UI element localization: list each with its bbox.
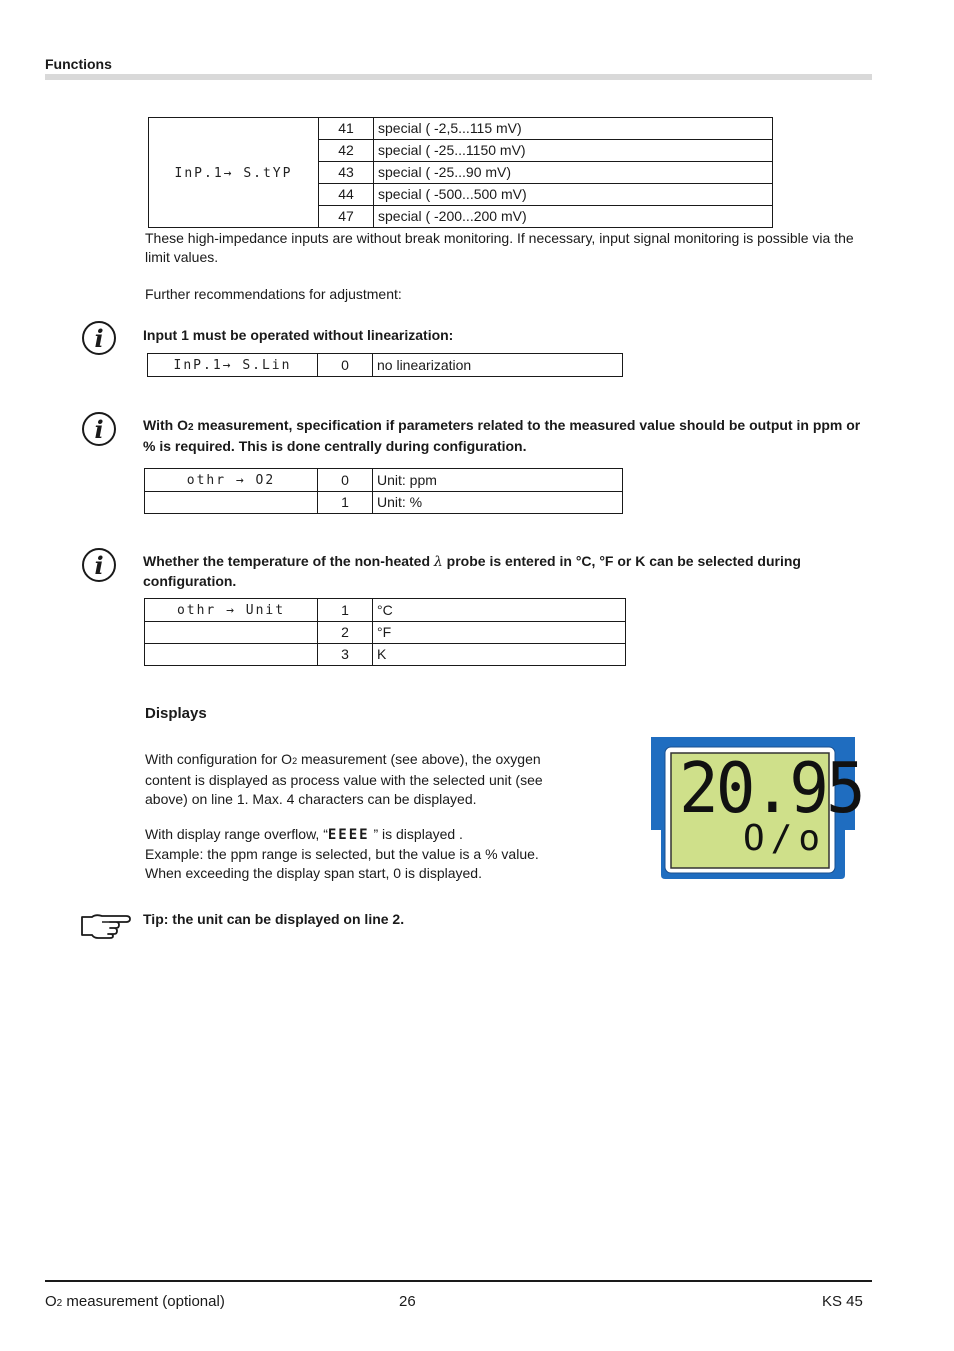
param-text: Unit: ppm [373, 469, 623, 492]
high-impedance-text: These high-impedance inputs are without break monitoring. If necessary, input signal monitoring is possible via the limit values. [145, 230, 854, 265]
note-linearization: Input 1 must be operated without linearization: [143, 327, 454, 343]
header-rule [45, 74, 872, 80]
param-text: K [373, 644, 626, 666]
param-value: 1 [318, 599, 373, 622]
param-value: 3 [318, 644, 373, 666]
empty-cell [145, 622, 318, 644]
param-text: special ( -25...90 mV) [374, 162, 773, 184]
param-value: 44 [319, 184, 374, 206]
param-value: 42 [319, 140, 374, 162]
o2-unit-table [144, 468, 623, 514]
lcd-line1-value: 20.95 [679, 748, 863, 829]
tip-text: Tip: the unit can be displayed on line 2. [143, 911, 405, 927]
param-value: 0 [318, 469, 373, 492]
parameter-code: othr → Unit [145, 599, 318, 622]
info-icon: i [82, 412, 116, 446]
param-value: 43 [319, 162, 374, 184]
pointing-hand-icon [80, 911, 132, 939]
table-row [149, 118, 773, 140]
param-text: special ( -25...1150 mV) [374, 140, 773, 162]
parameter-code: othr → O2 [145, 469, 318, 492]
info-icon: i [82, 548, 116, 582]
param-text: no linearization [373, 354, 623, 377]
empty-cell [145, 644, 318, 666]
param-text: °C [373, 599, 626, 622]
table-row [145, 469, 623, 492]
footer-product: KS 45 [822, 1293, 863, 1310]
slin-table [147, 353, 623, 377]
param-value: 0 [318, 354, 373, 377]
param-value: 1 [318, 492, 373, 514]
param-text: special ( -2,5...115 mV) [374, 118, 773, 140]
param-text: Unit: % [373, 492, 623, 514]
further-text: Further recommendations for adjustment: [145, 286, 402, 302]
table-row [145, 644, 626, 666]
info-icon: i [82, 321, 116, 355]
overflow-paragraph [145, 825, 565, 883]
table-row [145, 492, 623, 514]
displays-heading: Displays [145, 705, 207, 722]
table-row [148, 354, 623, 377]
example-line: Example: the ppm range is selected, but the value is a % value. [145, 846, 539, 862]
empty-cell [145, 492, 318, 514]
span-start-line: When exceeding the display span start, 0 is displayed. [145, 865, 482, 881]
table-row [145, 622, 626, 644]
lcd-display-illustration [651, 737, 863, 880]
page-number: 26 [399, 1293, 416, 1310]
styp-table [148, 117, 773, 228]
overflow-line: With display range overflow, “EEEE ” is displayed . [145, 826, 463, 843]
param-value: 47 [319, 206, 374, 228]
footer-section: O2 measurement (optional) [45, 1293, 225, 1310]
parameter-code: InP.1→ S.Lin [148, 354, 318, 377]
table-row [145, 599, 626, 622]
param-text: special ( -200...200 mV) [374, 206, 773, 228]
parameter-code: InP.1→ S.tYP [149, 118, 319, 228]
displays-paragraph: With configuration for O2 measurement (see above), the oxygen content is displayed as process value with the selected unit (see above) on line 1. Max. 4 characters can be displayed. [145, 751, 543, 807]
section-title: Functions [45, 56, 112, 72]
footer-rule [45, 1280, 872, 1282]
param-value: 41 [319, 118, 374, 140]
param-value: 2 [318, 622, 373, 644]
temp-unit-table [144, 598, 626, 666]
lcd-line2-unit: O/o [743, 818, 827, 859]
note-o2-unit: With O2 measurement, specification if parameters related to the measured value should be output in ppm or % is required. This is done centrally during configuration. [143, 417, 861, 454]
note-temperature-unit: Whether the temperature of the non-heated λ probe is entered in °C, °F or K can be selected during configuration. [143, 553, 801, 589]
param-text: special ( -500...500 mV) [374, 184, 773, 206]
param-text: °F [373, 622, 626, 644]
